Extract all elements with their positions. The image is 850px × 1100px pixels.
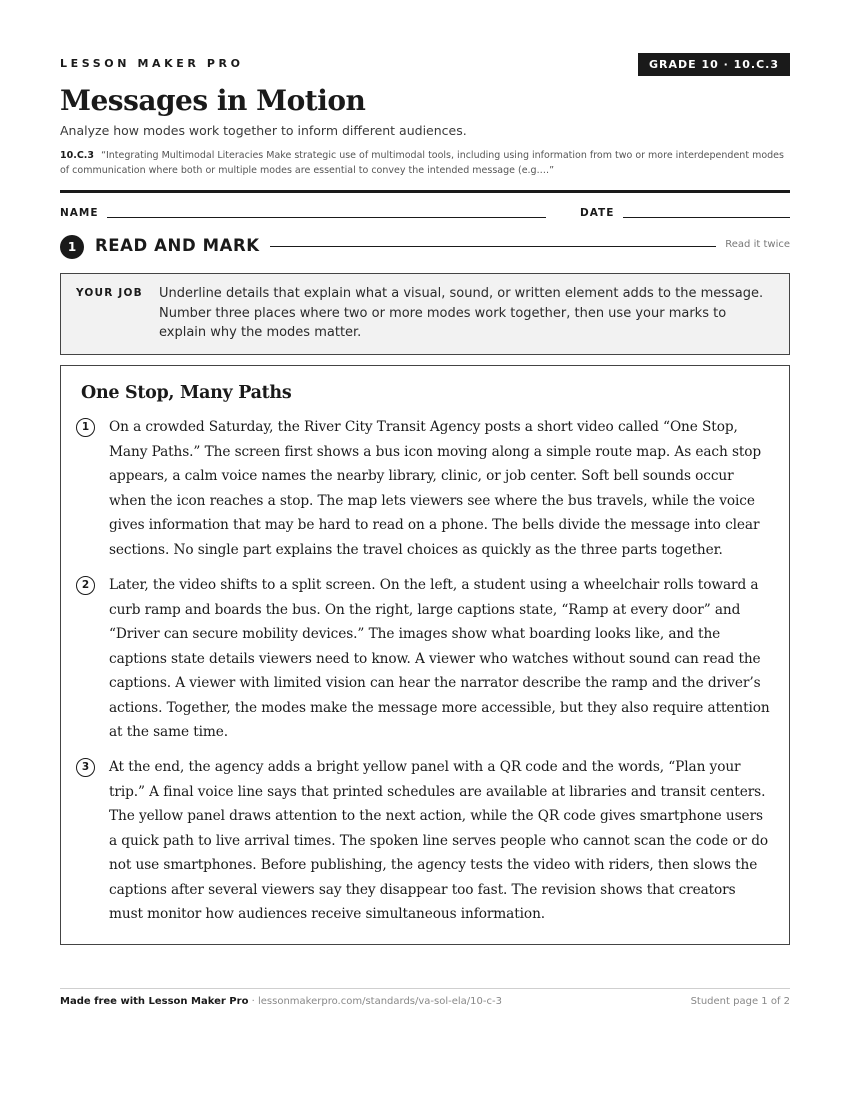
section-number-badge: 1 xyxy=(60,235,84,259)
paragraph-number: 2 xyxy=(76,576,95,595)
section-divider xyxy=(270,246,716,247)
footer-url[interactable]: lessonmakerpro.com/standards/va-sol-ela/10-c-3 xyxy=(257,996,502,1007)
passage-title: One Stop, Many Paths xyxy=(81,383,292,403)
standard-code: 10.C.3 xyxy=(60,150,95,161)
paragraph-number: 3 xyxy=(76,758,95,777)
page-subtitle: Analyze how modes work together to inform different audiences. xyxy=(60,123,467,138)
footer-credit xyxy=(60,996,502,1007)
section-title: READ AND MARK xyxy=(95,236,260,255)
paragraph: On a crowded Saturday, the River City Transit Agency posts a short video called “One Stop, Many Paths.” The screen first shows a bus icon moving along a simple route map. As each stop appears, a calm voice names the nearby library, clinic, or job center. Soft bell sounds occur when the icon reaches a stop. The map lets viewers see where the bus travels, while the voice gives information that may be hard to read on a phone. The bells divide the message into clear sections. No single part explains the travel choices as quickly as the three parts together. xyxy=(109,419,762,558)
paragraph: At the end, the agency adds a bright yellow panel with a QR code and the words, “Plan your trip.” A final voice line says that printed schedules are available at libraries and transit centers. The yellow panel draws attention to the next action, while the QR code gives smartphone users a quick path to live arrival times. The spoken line serves people who cannot scan the code or do not use smartphones. Before publishing, the agency tests the video with riders, then slows the captions after several viewers say they disappear too fast. The revision shows that creators must monitor how audiences receive simultaneous information. xyxy=(109,759,769,922)
job-text: Underline details that explain what a visual, sound, or written element adds to the message. Number three places where two or more modes work together, then use your marks to explain why the modes matter. xyxy=(159,286,764,340)
footer-page-number: Student page 1 of 2 xyxy=(690,996,790,1007)
reading-passage xyxy=(60,365,790,945)
section-note: Read it twice xyxy=(725,239,790,250)
job-label: YOUR JOB xyxy=(76,287,143,299)
page-title: Messages in Motion xyxy=(60,84,366,117)
header-divider xyxy=(60,190,790,193)
standard-text: “Integrating Multimodal Literacies Make strategic use of multimodal tools, including using information from two or more interdependent modes of communication where both or multiple modes are essential to convey the intended message (e.g.…” xyxy=(60,150,784,176)
footer-separator: · xyxy=(248,996,258,1007)
paragraph-number: 1 xyxy=(76,418,95,437)
date-label: DATE xyxy=(580,207,615,219)
standard-description xyxy=(60,148,790,178)
footer-divider xyxy=(60,988,790,989)
name-field[interactable] xyxy=(107,217,546,218)
grade-badge: GRADE 10 · 10.C.3 xyxy=(638,53,790,76)
footer-made-with: Made free with Lesson Maker Pro xyxy=(60,996,249,1007)
name-label: NAME xyxy=(60,207,99,219)
brand-name: LESSON MAKER PRO xyxy=(60,57,244,70)
job-instructions-box xyxy=(60,273,790,355)
date-field[interactable] xyxy=(623,217,790,218)
paragraph: Later, the video shifts to a split screen. On the left, a student using a wheelchair rolls toward a curb ramp and boards the bus. On the right, large captions state, “Ramp at every door” and “Driver can secure mobility devices.” The images show what boarding looks like, and the captions state details viewers need to know. A viewer who watches without sound can read the captions. A viewer with limited vision can hear the narrator describe the ramp and the driver’s actions. Together, the modes make the message more accessible, but they also require attention at the same time. xyxy=(109,577,770,740)
